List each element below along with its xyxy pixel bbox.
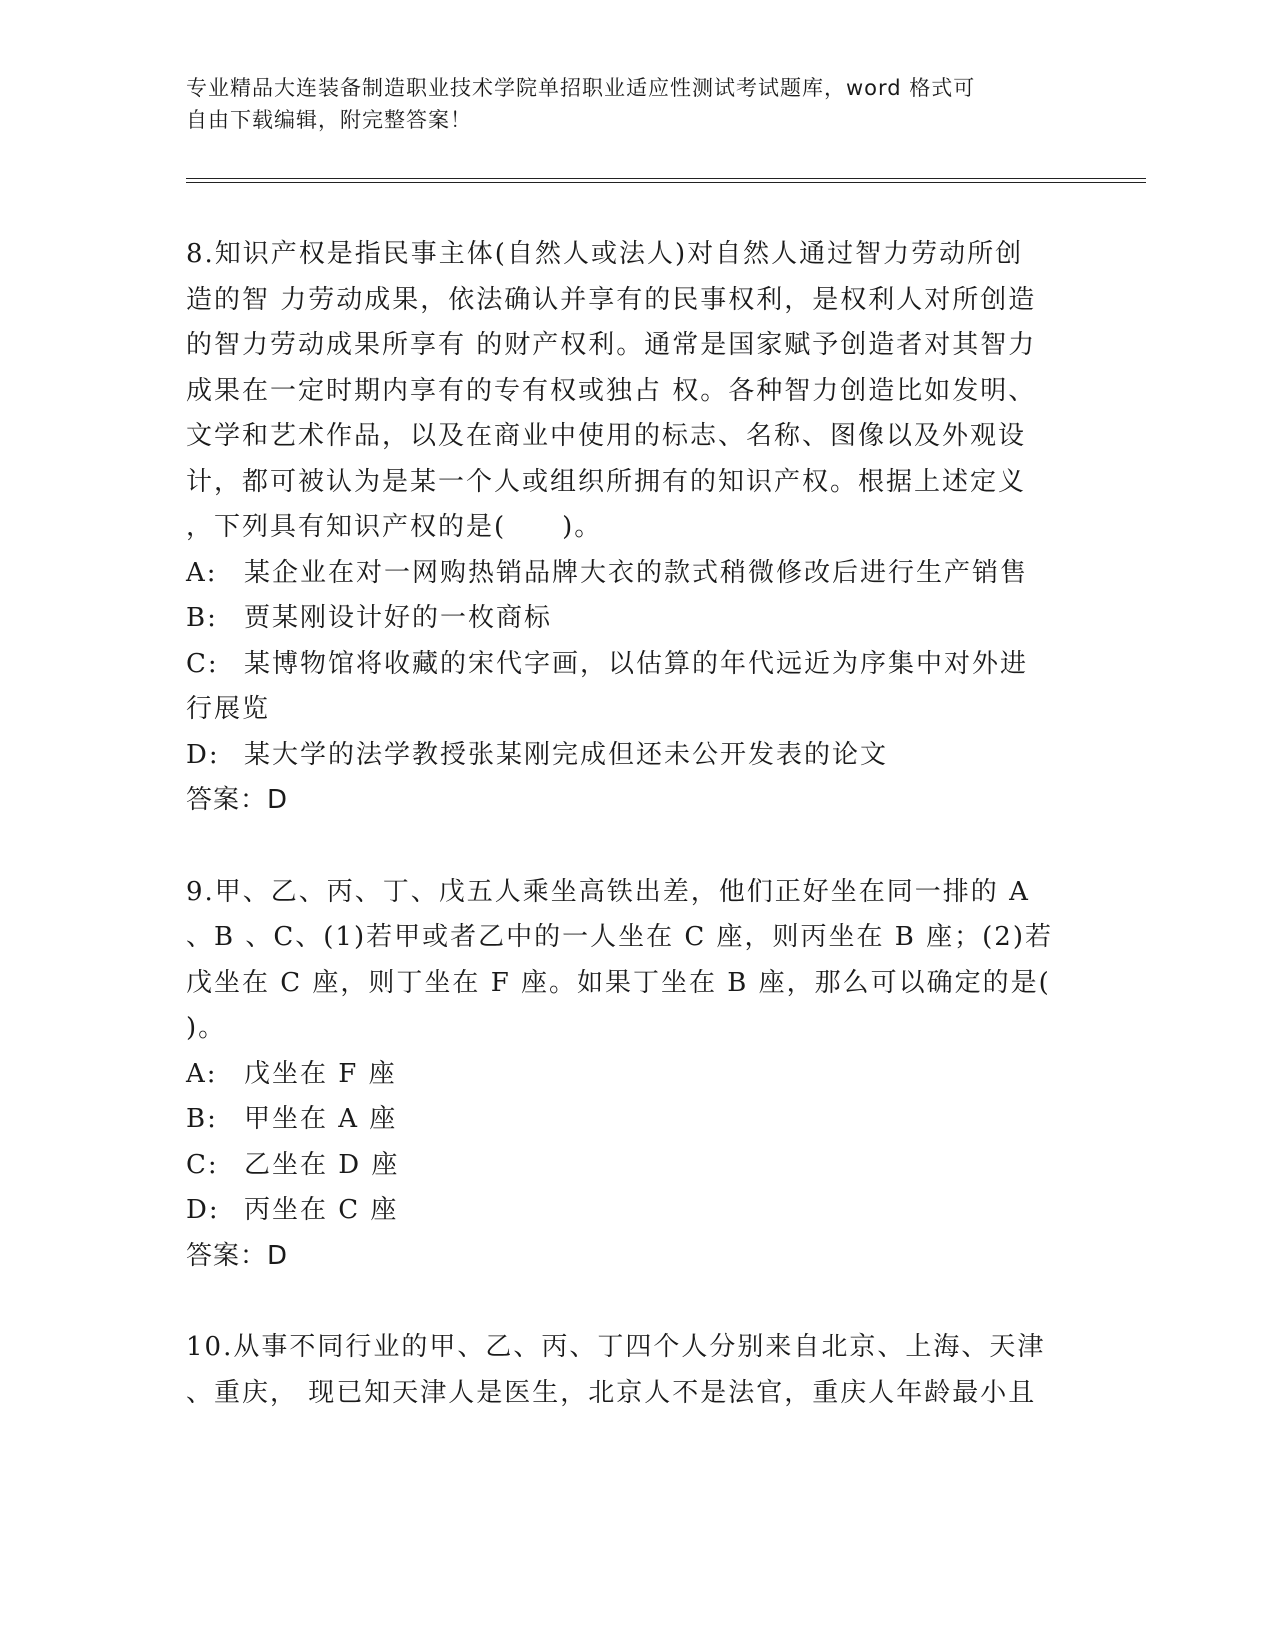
option-text: 某博物馆将收藏的宋代字画，以估算的年代远近为序集中对外进 [244, 648, 1029, 679]
question-10 [186, 1325, 1086, 1416]
option-text: 某大学的法学教授张某刚完成但还未公开发表的论文 [244, 739, 889, 770]
option-key: B: [186, 603, 218, 633]
header-line-1: 专业精品大连装备制造职业技术学院单招职业适应性测试考试题库，word 格式可 [186, 76, 976, 100]
option-text: 某企业在对一网购热销品牌大衣的款式稍微修改后进行生产销售 [244, 557, 1029, 588]
answer-line: 答案：D [186, 1240, 289, 1271]
document-header [186, 72, 1066, 136]
question-8 [186, 232, 1086, 824]
question-line: 、B 、C、(1)若甲或者乙中的一人坐在 C 座，则丙坐在 B 座；(2)若 [186, 922, 1053, 952]
header-line-2: 自由下载编辑，附完整答案！ [186, 108, 472, 132]
option-d [186, 1188, 1086, 1234]
option-a [186, 551, 1086, 597]
option-text: 甲坐在 A 座 [244, 1104, 398, 1134]
header-rule-top [186, 178, 1146, 179]
option-text: 贾某刚设计好的一枚商标 [244, 603, 553, 633]
option-key: C: [186, 1149, 219, 1180]
question-line: 计，都可被认为是某一个人或组织所拥有的知识产权。根据上述定义 [186, 466, 1027, 497]
option-d [186, 733, 1086, 779]
question-line: 戊坐在 C 座，则丁坐在 F 座。如果丁坐在 B 座，那么可以确定的是( [186, 967, 1051, 998]
header-rule-bottom [186, 182, 1146, 183]
option-key: A: [186, 557, 218, 588]
option-c [186, 642, 1086, 688]
question-list [186, 232, 1086, 1416]
option-key: A: [186, 1058, 218, 1089]
option-text: 戊坐在 F 座 [244, 1058, 397, 1089]
option-b [186, 596, 1086, 642]
question-line: )。 [186, 1013, 227, 1043]
option-c-continued: 行展览 [186, 694, 271, 724]
question-spacer [186, 824, 1086, 870]
question-spacer [186, 1279, 1086, 1325]
question-9 [186, 870, 1086, 1280]
answer-line: 答案：D [186, 785, 289, 815]
question-line: ，下列具有知识产权的是( )。 [186, 512, 603, 542]
question-line: 、重庆， 现已知天津人是医生，北京人不是法官，重庆人年龄最小且 [186, 1377, 1037, 1408]
question-line: 10.从事不同行业的甲、乙、丙、丁四个人分别来自北京、上海、天津 [186, 1332, 1046, 1362]
option-key: D: [186, 739, 220, 770]
question-line: 9.甲、乙、丙、丁、戊五人乘坐高铁出差，他们正好坐在同一排的 A [186, 876, 1030, 907]
option-c [186, 1143, 1086, 1189]
option-key: C: [186, 648, 219, 679]
question-line: 成果在一定时期内享有的专有权或独占 权。各种智力创造比如发明、 [186, 375, 1037, 406]
question-line: 8.知识产权是指民事主体(自然人或法人)对自然人通过智力劳动所创 [186, 239, 1024, 269]
question-line: 文学和艺术作品，以及在商业中使用的标志、名称、图像以及外观设 [186, 421, 1027, 451]
option-key: D: [186, 1195, 220, 1225]
option-a [186, 1052, 1086, 1098]
option-text: 乙坐在 D 座 [244, 1149, 400, 1180]
question-line: 的智力劳动成果所享有 的财产权利。通常是国家赋予创造者对其智力 [186, 330, 1037, 360]
question-line: 造的智 力劳动成果，依法确认并享有的民事权利，是权利人对所创造 [186, 284, 1037, 315]
option-key: B: [186, 1104, 218, 1134]
option-text: 丙坐在 C 座 [244, 1195, 399, 1225]
option-b [186, 1097, 1086, 1143]
